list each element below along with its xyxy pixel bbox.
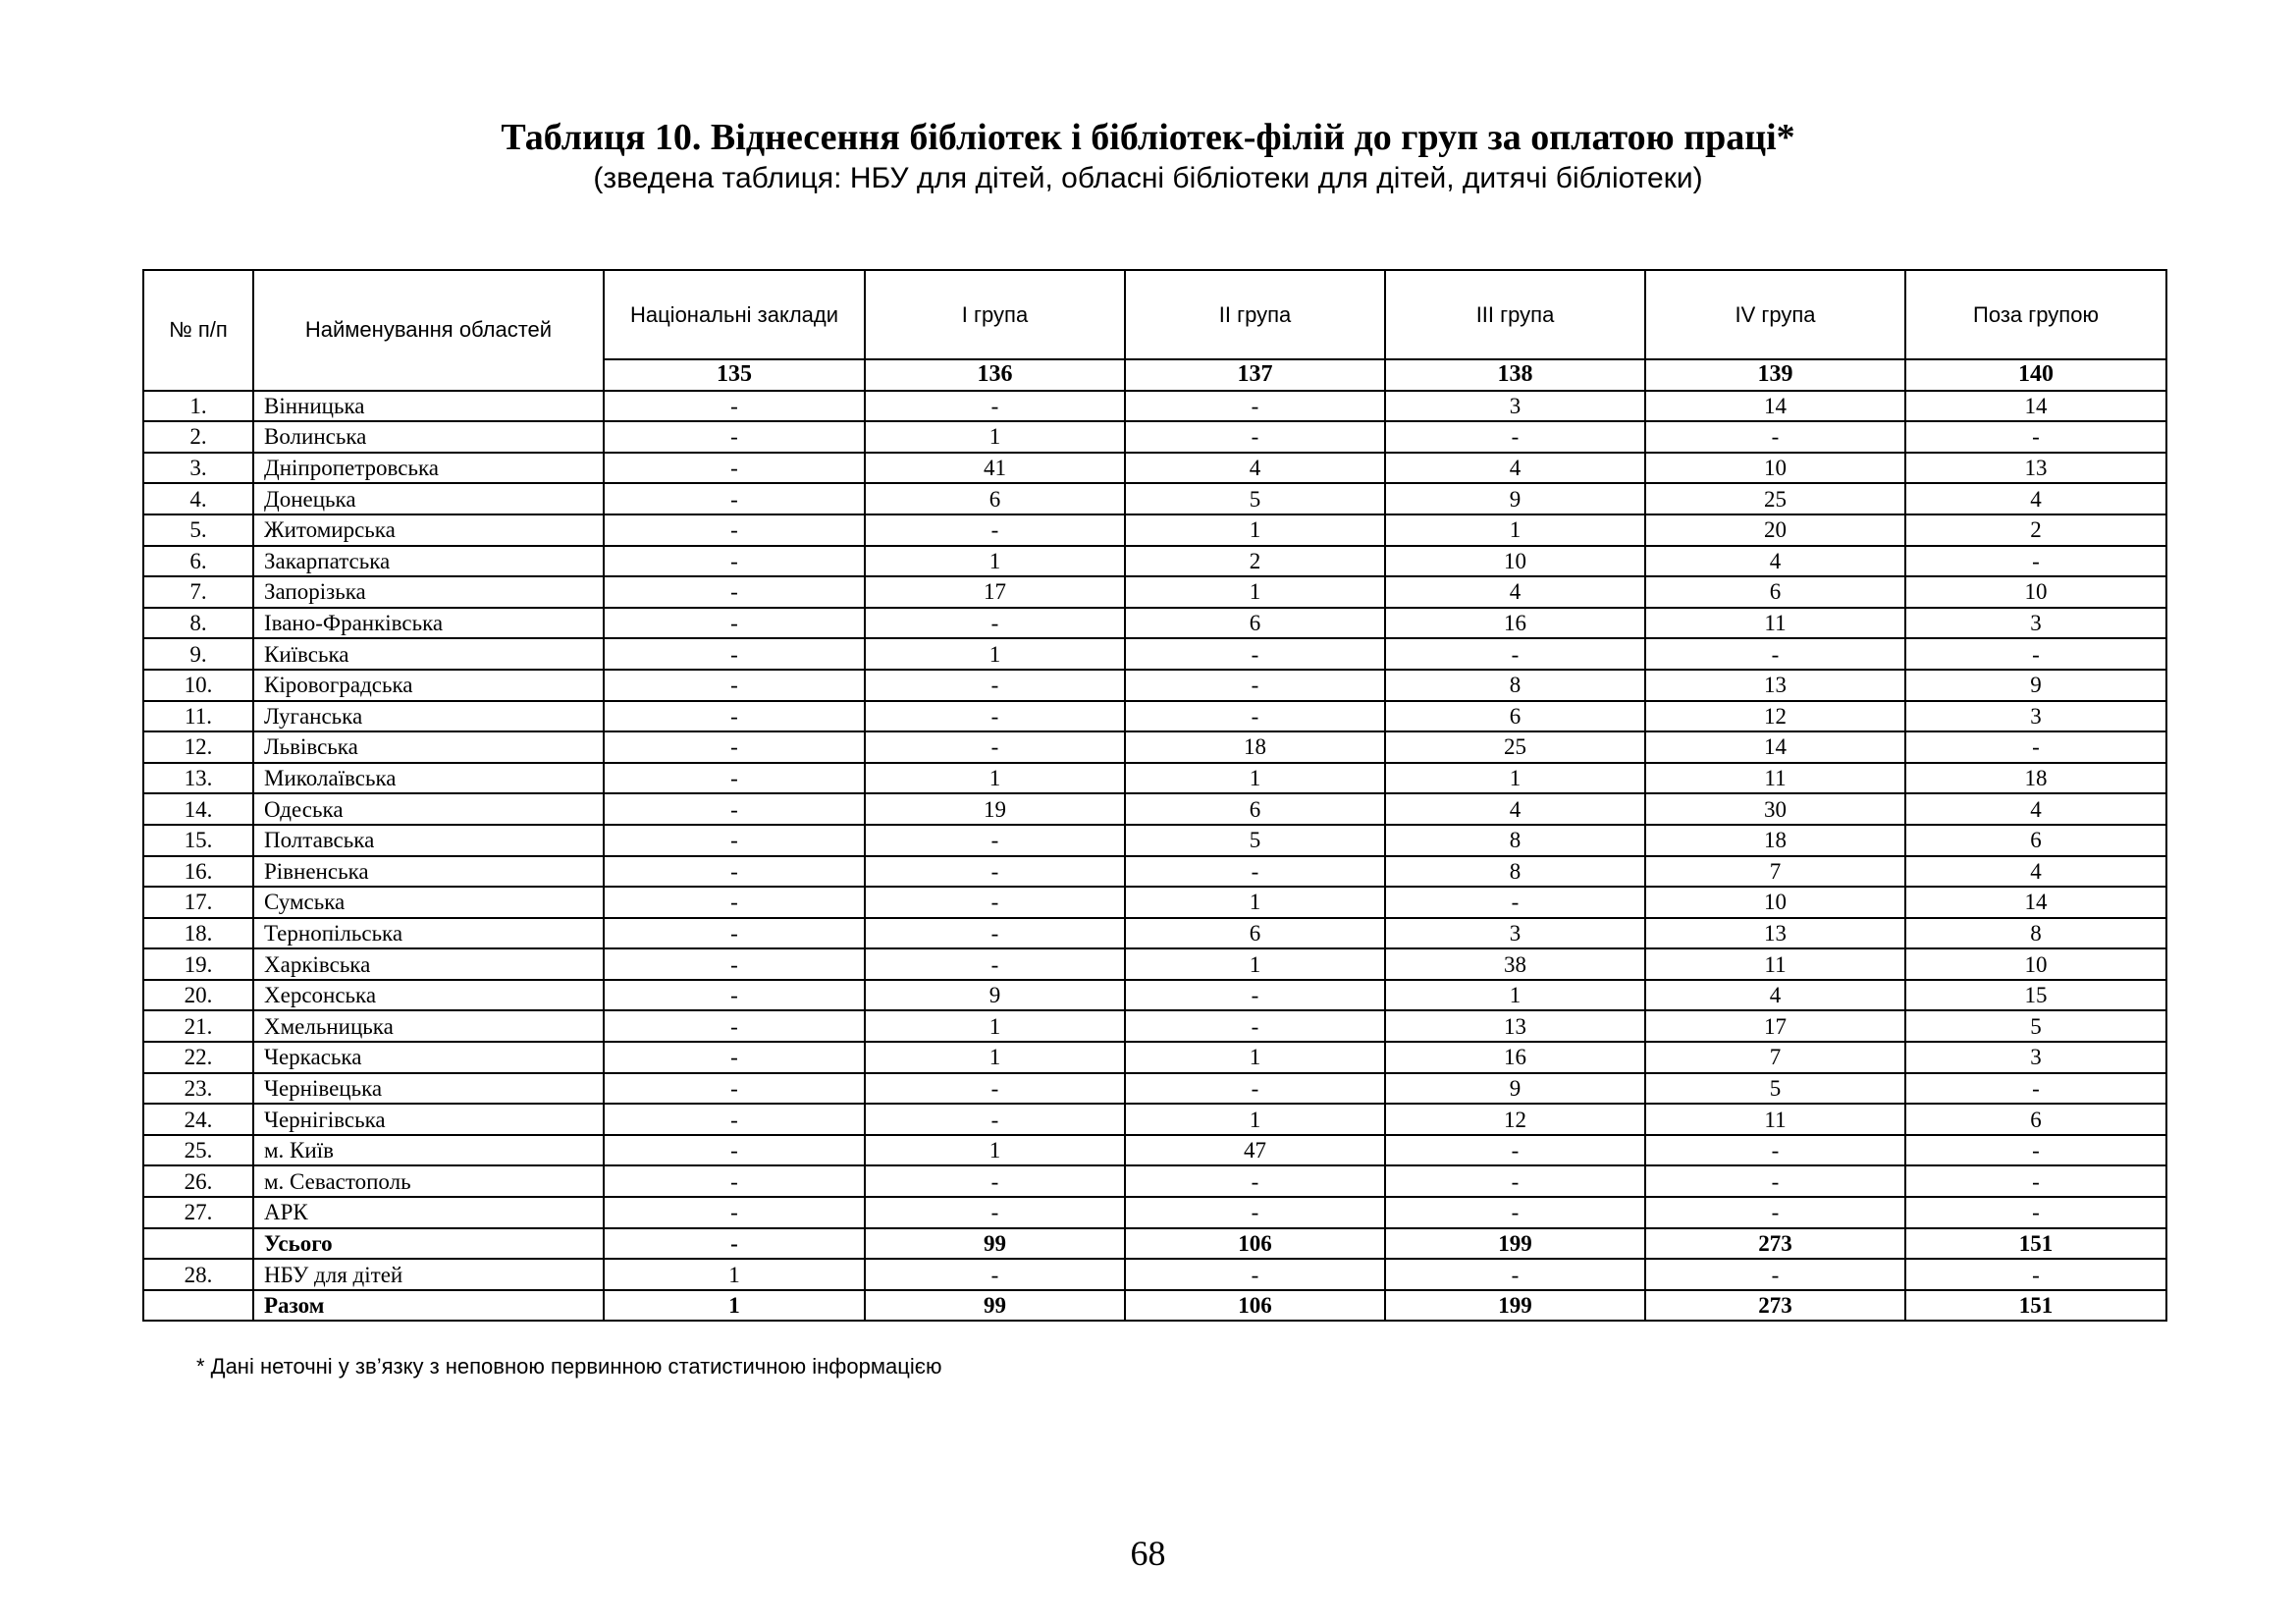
value-cell: -: [1385, 1165, 1645, 1197]
region-name: Сумська: [253, 887, 604, 918]
table-row: [143, 918, 2166, 949]
table-row: [143, 483, 2166, 514]
value-cell: 1: [1125, 948, 1385, 980]
row-number: 5.: [143, 514, 253, 546]
value-cell: -: [604, 576, 865, 608]
row-number: 14.: [143, 793, 253, 825]
value-cell: -: [604, 763, 865, 794]
value-cell: 1: [865, 1135, 1125, 1166]
row-number: [143, 1228, 253, 1260]
region-name: АРК: [253, 1197, 604, 1228]
value-cell: 6: [1385, 701, 1645, 732]
value-cell: -: [604, 856, 865, 888]
value-cell: 1: [1125, 1104, 1385, 1135]
table-row: [143, 546, 2166, 577]
value-cell: 14: [1645, 731, 1905, 763]
table-row: [143, 391, 2166, 422]
row-number: 9.: [143, 638, 253, 670]
table-row: [143, 887, 2166, 918]
row-number: 16.: [143, 856, 253, 888]
value-cell: -: [865, 1197, 1125, 1228]
header-code: 135: [604, 359, 865, 391]
value-cell: -: [1385, 421, 1645, 453]
table-row: [143, 1135, 2166, 1166]
value-cell: 10: [1905, 948, 2166, 980]
value-cell: 1: [1385, 514, 1645, 546]
table-row: [143, 1104, 2166, 1135]
value-cell: 13: [1645, 670, 1905, 701]
row-number: 25.: [143, 1135, 253, 1166]
data-table: [142, 269, 2167, 1322]
value-cell: -: [1905, 421, 2166, 453]
value-cell: -: [1905, 1197, 2166, 1228]
value-cell: -: [865, 918, 1125, 949]
value-cell: -: [604, 1197, 865, 1228]
value-cell: 4: [1385, 453, 1645, 484]
value-cell: -: [604, 948, 865, 980]
value-cell: -: [1125, 1073, 1385, 1105]
region-name: Рівненська: [253, 856, 604, 888]
value-cell: 6: [1125, 918, 1385, 949]
value-cell: -: [865, 1165, 1125, 1197]
value-cell: -: [1385, 1259, 1645, 1290]
value-cell: 5: [1905, 1010, 2166, 1042]
value-cell: 6: [1905, 1104, 2166, 1135]
value-cell: -: [604, 731, 865, 763]
header-col: Національні заклади: [604, 270, 865, 359]
value-cell: -: [1125, 980, 1385, 1011]
value-cell: 30: [1645, 793, 1905, 825]
table-row: [143, 1197, 2166, 1228]
region-name: Кіровоградська: [253, 670, 604, 701]
table-row: [143, 1010, 2166, 1042]
table-row: [143, 576, 2166, 608]
value-cell: 16: [1385, 608, 1645, 639]
value-cell: -: [1645, 421, 1905, 453]
value-cell: 20: [1645, 514, 1905, 546]
value-cell: -: [604, 918, 865, 949]
value-cell: 3: [1385, 918, 1645, 949]
table-row: [143, 1165, 2166, 1197]
value-cell: 18: [1645, 825, 1905, 856]
value-cell: 273: [1645, 1228, 1905, 1260]
value-cell: -: [865, 1259, 1125, 1290]
value-cell: -: [604, 546, 865, 577]
value-cell: 10: [1385, 546, 1645, 577]
value-cell: 273: [1645, 1290, 1905, 1322]
value-cell: 6: [1125, 793, 1385, 825]
value-cell: 4: [1905, 856, 2166, 888]
value-cell: 47: [1125, 1135, 1385, 1166]
value-cell: -: [1385, 887, 1645, 918]
value-cell: 4: [1385, 576, 1645, 608]
row-number: 21.: [143, 1010, 253, 1042]
value-cell: 6: [865, 483, 1125, 514]
region-name: Чернігівська: [253, 1104, 604, 1135]
value-cell: -: [604, 1104, 865, 1135]
value-cell: 199: [1385, 1290, 1645, 1322]
value-cell: 199: [1385, 1228, 1645, 1260]
value-cell: -: [1645, 638, 1905, 670]
row-number: 22.: [143, 1042, 253, 1073]
value-cell: -: [865, 608, 1125, 639]
region-name: НБУ для дітей: [253, 1259, 604, 1290]
table-row: [143, 731, 2166, 763]
value-cell: -: [1125, 670, 1385, 701]
value-cell: 19: [865, 793, 1125, 825]
value-cell: -: [865, 1073, 1125, 1105]
header-code: 140: [1905, 359, 2166, 391]
value-cell: 13: [1905, 453, 2166, 484]
value-cell: 11: [1645, 1104, 1905, 1135]
value-cell: 2: [1125, 546, 1385, 577]
value-cell: 3: [1905, 701, 2166, 732]
region-name: м. Київ: [253, 1135, 604, 1166]
region-name: Полтавська: [253, 825, 604, 856]
value-cell: 16: [1385, 1042, 1645, 1073]
value-cell: -: [604, 1228, 865, 1260]
value-cell: 1: [1125, 763, 1385, 794]
value-cell: 14: [1645, 391, 1905, 422]
value-cell: -: [604, 980, 865, 1011]
value-cell: 8: [1385, 825, 1645, 856]
region-name: Херсонська: [253, 980, 604, 1011]
value-cell: 8: [1385, 856, 1645, 888]
value-cell: -: [1905, 1135, 2166, 1166]
table-row: [143, 948, 2166, 980]
value-cell: 6: [1645, 576, 1905, 608]
value-cell: 2: [1905, 514, 2166, 546]
table-row: [143, 701, 2166, 732]
table-row: [143, 608, 2166, 639]
row-number: 17.: [143, 887, 253, 918]
value-cell: 17: [1645, 1010, 1905, 1042]
region-name: Запорізька: [253, 576, 604, 608]
header-col: ІІІ група: [1385, 270, 1645, 359]
row-number: 2.: [143, 421, 253, 453]
row-number: 10.: [143, 670, 253, 701]
region-name: Івано-Франківська: [253, 608, 604, 639]
header-code: 137: [1125, 359, 1385, 391]
total-row: [143, 1290, 2166, 1322]
value-cell: -: [1905, 1073, 2166, 1105]
value-cell: 3: [1385, 391, 1645, 422]
value-cell: 8: [1905, 918, 2166, 949]
value-cell: -: [1385, 1197, 1645, 1228]
value-cell: 1: [865, 546, 1125, 577]
region-name: Хмельницька: [253, 1010, 604, 1042]
value-cell: -: [604, 638, 865, 670]
row-number: 4.: [143, 483, 253, 514]
value-cell: 1: [865, 763, 1125, 794]
value-cell: -: [1385, 1135, 1645, 1166]
value-cell: 3: [1905, 1042, 2166, 1073]
region-name: Тернопільська: [253, 918, 604, 949]
value-cell: 1: [1385, 763, 1645, 794]
value-cell: 4: [1385, 793, 1645, 825]
value-cell: 25: [1645, 483, 1905, 514]
value-cell: 5: [1125, 825, 1385, 856]
value-cell: 1: [865, 1010, 1125, 1042]
row-number: 11.: [143, 701, 253, 732]
region-name: Вінницька: [253, 391, 604, 422]
value-cell: 9: [1385, 483, 1645, 514]
table-row: [143, 1042, 2166, 1073]
value-cell: 17: [865, 576, 1125, 608]
value-cell: -: [604, 514, 865, 546]
value-cell: 6: [1125, 608, 1385, 639]
page-number: 68: [1130, 1534, 1166, 1573]
value-cell: 38: [1385, 948, 1645, 980]
table-body: [143, 391, 2166, 1322]
row-number: 20.: [143, 980, 253, 1011]
value-cell: -: [604, 825, 865, 856]
row-number: 1.: [143, 391, 253, 422]
value-cell: 1: [1125, 514, 1385, 546]
value-cell: 5: [1125, 483, 1385, 514]
table-row: [143, 1259, 2166, 1290]
value-cell: -: [1125, 1165, 1385, 1197]
value-cell: 14: [1905, 887, 2166, 918]
value-cell: -: [1905, 546, 2166, 577]
value-cell: 1: [1385, 980, 1645, 1011]
row-number: 19.: [143, 948, 253, 980]
header-code: 138: [1385, 359, 1645, 391]
value-cell: -: [1125, 638, 1385, 670]
value-cell: 1: [1125, 576, 1385, 608]
value-cell: 1: [865, 638, 1125, 670]
value-cell: -: [604, 887, 865, 918]
value-cell: 41: [865, 453, 1125, 484]
table-row: [143, 856, 2166, 888]
row-number: 13.: [143, 763, 253, 794]
row-number: 24.: [143, 1104, 253, 1135]
value-cell: 4: [1125, 453, 1385, 484]
value-cell: -: [865, 731, 1125, 763]
value-cell: -: [865, 514, 1125, 546]
row-number: 23.: [143, 1073, 253, 1105]
value-cell: 25: [1385, 731, 1645, 763]
value-cell: -: [865, 1104, 1125, 1135]
region-name: Черкаська: [253, 1042, 604, 1073]
value-cell: 4: [1645, 546, 1905, 577]
header-code: 136: [865, 359, 1125, 391]
row-number: 12.: [143, 731, 253, 763]
region-name: Закарпатська: [253, 546, 604, 577]
header-code: 139: [1645, 359, 1905, 391]
value-cell: -: [865, 856, 1125, 888]
row-number: 18.: [143, 918, 253, 949]
value-cell: 99: [865, 1290, 1125, 1322]
value-cell: 5: [1645, 1073, 1905, 1105]
row-number: 26.: [143, 1165, 253, 1197]
value-cell: 15: [1905, 980, 2166, 1011]
value-cell: 7: [1645, 1042, 1905, 1073]
value-cell: 13: [1385, 1010, 1645, 1042]
header-col: Поза групою: [1905, 270, 2166, 359]
value-cell: -: [1905, 638, 2166, 670]
table-row: [143, 825, 2166, 856]
value-cell: -: [865, 825, 1125, 856]
header-col: ІІ група: [1125, 270, 1385, 359]
value-cell: 12: [1385, 1104, 1645, 1135]
row-number: 8.: [143, 608, 253, 639]
value-cell: 151: [1905, 1290, 2166, 1322]
table-row: [143, 793, 2166, 825]
table-row: [143, 514, 2166, 546]
value-cell: -: [1645, 1259, 1905, 1290]
value-cell: 9: [1905, 670, 2166, 701]
value-cell: -: [1125, 1259, 1385, 1290]
table-row: [143, 763, 2166, 794]
row-number: 6.: [143, 546, 253, 577]
value-cell: 9: [1385, 1073, 1645, 1105]
row-number: 27.: [143, 1197, 253, 1228]
value-cell: 11: [1645, 608, 1905, 639]
value-cell: 1: [865, 421, 1125, 453]
value-cell: 11: [1645, 763, 1905, 794]
value-cell: -: [604, 421, 865, 453]
value-cell: -: [604, 608, 865, 639]
region-name: м. Севастополь: [253, 1165, 604, 1197]
header-col: І група: [865, 270, 1125, 359]
value-cell: -: [1125, 1197, 1385, 1228]
region-name: Львівська: [253, 731, 604, 763]
value-cell: -: [1645, 1135, 1905, 1166]
value-cell: 4: [1905, 793, 2166, 825]
value-cell: 151: [1905, 1228, 2166, 1260]
value-cell: -: [604, 1010, 865, 1042]
value-cell: 8: [1385, 670, 1645, 701]
value-cell: -: [604, 1165, 865, 1197]
region-name: Донецька: [253, 483, 604, 514]
value-cell: 6: [1905, 825, 2166, 856]
row-number: 28.: [143, 1259, 253, 1290]
value-cell: -: [604, 1042, 865, 1073]
value-cell: 18: [1905, 763, 2166, 794]
table-row: [143, 980, 2166, 1011]
value-cell: 10: [1645, 453, 1905, 484]
row-number: 15.: [143, 825, 253, 856]
value-cell: -: [604, 701, 865, 732]
table-row: [143, 421, 2166, 453]
value-cell: -: [1125, 856, 1385, 888]
value-cell: -: [1125, 701, 1385, 732]
region-name: Луганська: [253, 701, 604, 732]
value-cell: 106: [1125, 1290, 1385, 1322]
value-cell: 14: [1905, 391, 2166, 422]
value-cell: 4: [1905, 483, 2166, 514]
value-cell: -: [1905, 1259, 2166, 1290]
footnote: * Дані неточні у зв’язку з неповною первинною статистичною інформацією: [196, 1354, 942, 1379]
value-cell: -: [865, 948, 1125, 980]
value-cell: -: [1905, 1165, 2166, 1197]
value-cell: -: [1905, 731, 2166, 763]
value-cell: -: [1125, 421, 1385, 453]
value-cell: -: [865, 670, 1125, 701]
value-cell: 10: [1905, 576, 2166, 608]
region-name: Дніпропетровська: [253, 453, 604, 484]
region-name: Разом: [253, 1290, 604, 1322]
value-cell: 3: [1905, 608, 2166, 639]
total-row: [143, 1228, 2166, 1260]
value-cell: -: [1385, 638, 1645, 670]
region-name: Чернівецька: [253, 1073, 604, 1105]
row-number: 3.: [143, 453, 253, 484]
value-cell: -: [604, 1073, 865, 1105]
header-name: Найменування областей: [253, 270, 604, 391]
header-num: № п/п: [143, 270, 253, 391]
value-cell: 1: [865, 1042, 1125, 1073]
value-cell: -: [604, 483, 865, 514]
value-cell: 106: [1125, 1228, 1385, 1260]
table-row: [143, 1073, 2166, 1105]
value-cell: -: [604, 453, 865, 484]
value-cell: -: [865, 391, 1125, 422]
value-cell: 7: [1645, 856, 1905, 888]
value-cell: 99: [865, 1228, 1125, 1260]
row-number: [143, 1290, 253, 1322]
value-cell: 4: [1645, 980, 1905, 1011]
value-cell: -: [604, 1135, 865, 1166]
value-cell: 10: [1645, 887, 1905, 918]
region-name: Київська: [253, 638, 604, 670]
value-cell: 1: [1125, 887, 1385, 918]
region-name: Харківська: [253, 948, 604, 980]
value-cell: 13: [1645, 918, 1905, 949]
value-cell: 1: [604, 1290, 865, 1322]
value-cell: 12: [1645, 701, 1905, 732]
region-name: Одеська: [253, 793, 604, 825]
value-cell: -: [865, 887, 1125, 918]
table-subtitle: (зведена таблиця: НБУ для дітей, обласні бібліотеки для дітей, дитячі бібліотеки): [593, 162, 1703, 194]
value-cell: -: [604, 670, 865, 701]
value-cell: -: [1645, 1165, 1905, 1197]
region-name: Усього: [253, 1228, 604, 1260]
value-cell: -: [1125, 391, 1385, 422]
value-cell: -: [865, 701, 1125, 732]
table-row: [143, 453, 2166, 484]
value-cell: 11: [1645, 948, 1905, 980]
value-cell: -: [1645, 1197, 1905, 1228]
value-cell: 9: [865, 980, 1125, 1011]
value-cell: -: [604, 391, 865, 422]
value-cell: -: [1125, 1010, 1385, 1042]
table-row: [143, 638, 2166, 670]
region-name: Житомирська: [253, 514, 604, 546]
row-number: 7.: [143, 576, 253, 608]
table-title: Таблиця 10. Віднесення бібліотек і бібліотек-філій до груп за оплатою праці*: [501, 117, 1795, 158]
region-name: Миколаївська: [253, 763, 604, 794]
region-name: Волинська: [253, 421, 604, 453]
table-row: [143, 670, 2166, 701]
header-col: IV група: [1645, 270, 1905, 359]
value-cell: -: [604, 793, 865, 825]
value-cell: 1: [604, 1259, 865, 1290]
value-cell: 1: [1125, 1042, 1385, 1073]
value-cell: 18: [1125, 731, 1385, 763]
